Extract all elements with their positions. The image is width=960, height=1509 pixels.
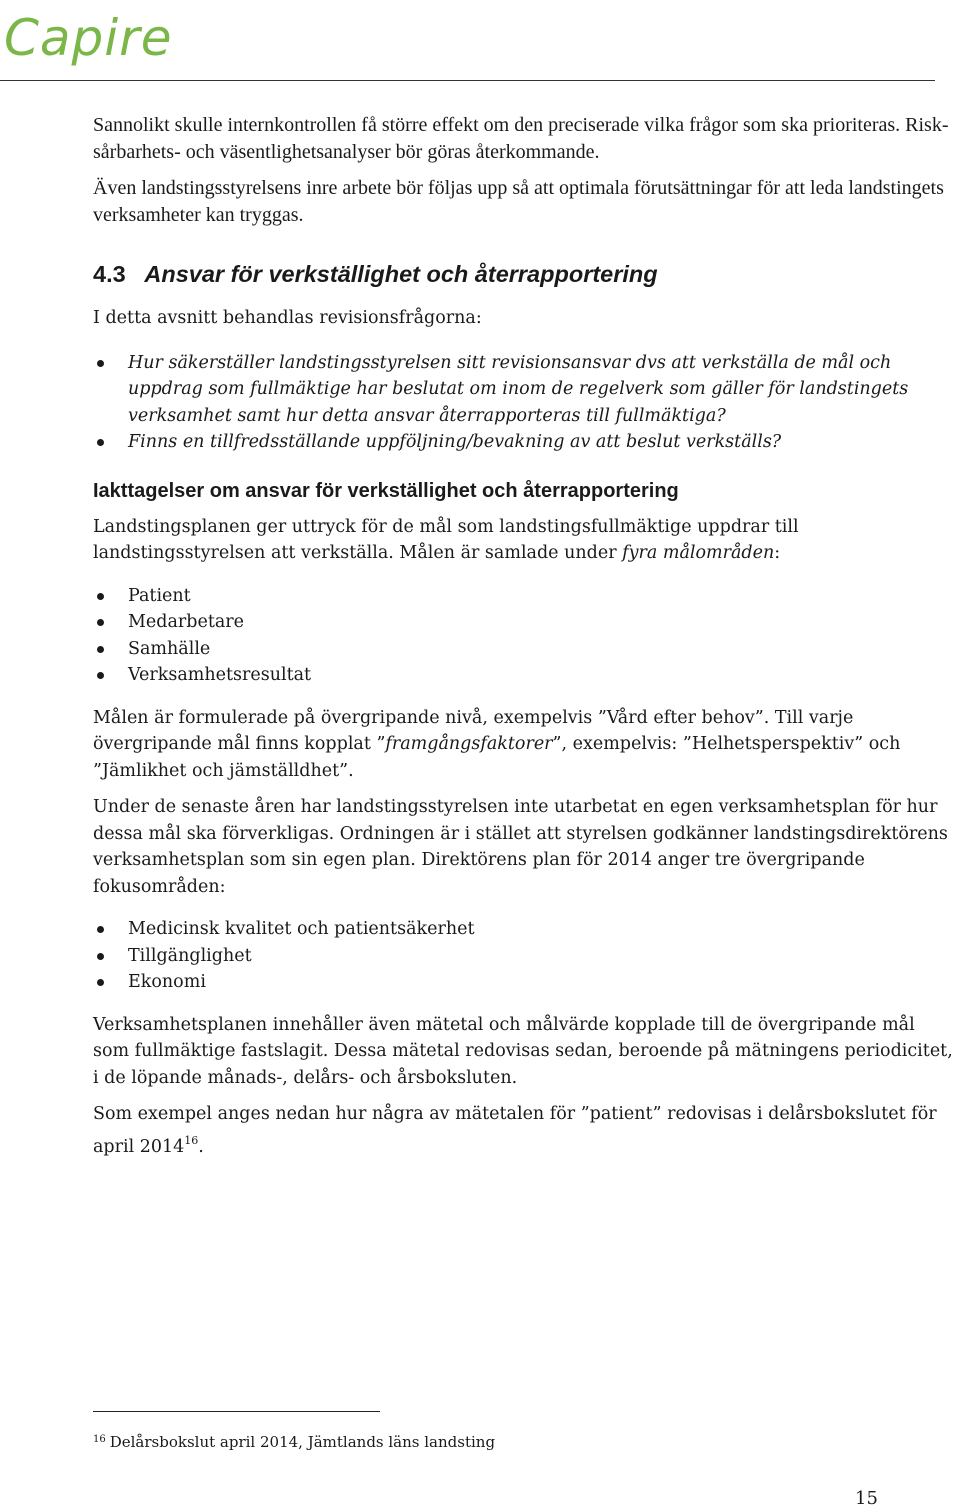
footnote-divider: [93, 1411, 380, 1412]
list-item: Patient: [93, 583, 955, 610]
observations-heading: Iakttagelser om ansvar för verkställighet och återrapportering: [93, 479, 679, 502]
page-content: [93, 112, 955, 1160]
footnote-text: Delårsbokslut april 2014, Jämtlands läns landsting: [109, 1433, 496, 1451]
emphasis-text: framgångsfaktorer: [385, 734, 553, 754]
section-heading: [93, 257, 955, 291]
observations-paragraph-3: Under de senaste åren har landstingsstyrelsen inte utarbetat en egen verksamhetsplan för hur dessa mål ska förverkligas. Ordningen är i stället att styrelsen godkänner landstingsdirektörens verksamhetsplan som sin egen plan. Direktörens plan för 2014 anger tre övergripande fokusområden:: [93, 797, 948, 897]
list-item: Finns en tillfredsställande uppföljning/bevakning av att beslut verkställs?: [93, 429, 955, 456]
emphasis-text: fyra målområden: [622, 543, 775, 563]
list-item: Medicinsk kvalitet och patientsäkerhet: [93, 916, 955, 943]
goal-areas-list: [93, 583, 955, 689]
section-lead: I detta avsnitt behandlas revisionsfrågorna:: [93, 308, 482, 328]
observations-paragraph-1: Landstingsplanen ger uttryck för de mål som landstingsfullmäktige uppdrar till landstingsstyrelsen att verkställa. Målen är samlade under fyra målområden:: [93, 516, 799, 563]
focus-areas-list: [93, 916, 955, 996]
intro-paragraph-2: Även landstingsstyrelsens inre arbete bör följas upp så att optimala förutsättningar för att leda landstingets verksamheter kan tryggas.: [93, 177, 944, 226]
observations-paragraph-4: Verksamhetsplanen innehåller även mätetal och målvärde kopplade till de övergripande mål som fullmäktige fastslagit. Dessa mätetal redovisas sedan, beroende på mätningens periodicitet, i de löpande månads-, delårs- och årsboksluten.: [93, 1014, 953, 1088]
observations-paragraph-5: Som exempel anges nedan hur några av mätetalen för ”patient” redovisas i delårsbokslutet för april 2014$^{16}$.: [93, 1104, 937, 1157]
footnote-number: 16: [93, 1434, 106, 1445]
list-item: Medarbetare: [93, 609, 955, 636]
page-number: 15: [855, 1488, 878, 1509]
list-item: Ekonomi: [93, 969, 955, 996]
section-title: Ansvar för verkställighet och återrapportering: [144, 261, 658, 287]
list-item: Verksamhetsresultat: [93, 662, 955, 689]
intro-paragraph-1: Sannolikt skulle internkontrollen få större effekt om den preciserade vilka frågor som ska prioriteras. Risk- sårbarhets- och väsentlighetsanalyser bör göras återkommande.: [93, 114, 949, 163]
list-item: Samhälle: [93, 636, 955, 663]
capire-logo: Capire: [4, 9, 173, 67]
list-item: Tillgänglighet: [93, 943, 955, 970]
footnote-reference[interactable]: 16: [184, 1133, 199, 1147]
list-item: Hur säkerställer landstingsstyrelsen sitt revisionsansvar dvs att verkställa de mål och uppdrag som fullmäktige har beslutat om inom de regelverk som gäller för landstingets verksamhet samt hur detta ansvar återrapporteras till fullmäktiga?: [93, 350, 955, 430]
footnote: [93, 1433, 495, 1451]
question-list: [93, 350, 955, 456]
section-number: 4.3: [93, 261, 126, 287]
observations-paragraph-2: Målen är formulerade på övergripande nivå, exempelvis ”Vård efter behov”. Till varje övergripande mål finns kopplat ”framgångsfaktorer”, exempelvis: ”Helhetsperspektiv” och ”Jämlikhet och jämställdhet”.: [93, 707, 901, 781]
header-divider: [0, 80, 935, 81]
